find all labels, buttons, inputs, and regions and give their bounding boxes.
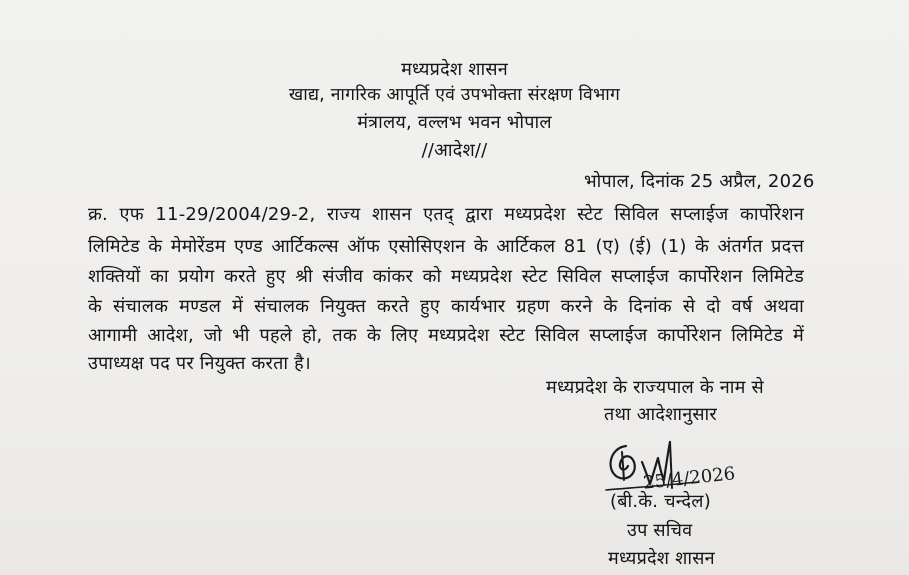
government-name: मध्यप्रदेश शासन (401, 59, 508, 80)
body-line-1: क्र. एफ 11-29/2004/29-2, राज्य शासन एतद् द्वारा मध्यप्रदेश स्टेट सिविल सप्लाईज कार्पोरेशन (88, 204, 804, 225)
body-line-6: उपाध्यक्ष पद पर नियुक्त करता है। (88, 353, 311, 374)
office-address: मंत्रालय, वल्लभ भवन भोपाल (357, 112, 552, 133)
department-name: खाद्य, नागरिक आपूर्ति एवं उपभोक्ता संरक्षण विभाग (288, 85, 621, 105)
signatory-designation: उप सचिव (627, 520, 693, 541)
governor-name-clause: मध्यप्रदेश के राज्यपाल के नाम से (546, 377, 764, 398)
body-line-3: शक्तियों का प्रयोग करते हुए श्री संजीव कांकर को मध्यप्रदेश स्टेट सिविल सप्लाईज कार्पोरेशन लिमिटेड (88, 266, 804, 287)
signatory-office: मध्यप्रदेश शासन (608, 548, 715, 569)
body-line-2: लिमिटेड के मेमोरेंडम एण्ड आर्टिकल्स ऑफ एसोसिएशन के आर्टिकल 81 (ए) (ई) (1) के अंतर्गत प्रदत्त (88, 236, 804, 257)
signature-date: 25/4/2026 (642, 463, 737, 494)
signatory-name: (बी.के. चन्देल) (610, 491, 711, 512)
by-order-clause: तथा आदेशानुसार (604, 404, 717, 425)
body-line-4: के संचालक मण्डल में संचालक नियुक्त करते हुए कार्यभार ग्रहण करने के दिनांक से दो वर्ष अथवा (88, 296, 804, 317)
order-heading: //आदेश// (421, 140, 488, 161)
place-and-date: भोपाल, दिनांक 25 अप्रैल, 2026 (584, 171, 815, 192)
body-line-5: आगामी आदेश, जो भी पहले हो, तक के लिए मध्यप्रदेश स्टेट सिविल सप्लाईज कार्पोरेशन लिमिटेड में (88, 325, 804, 346)
